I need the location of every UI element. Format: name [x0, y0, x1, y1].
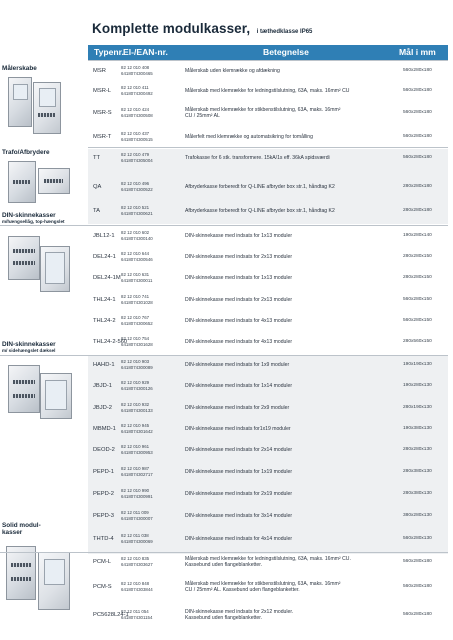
- type-number: DEOD-2: [93, 447, 115, 453]
- el-ean-number: [121, 444, 153, 455]
- description-line: DIN-skinnekasse med indsats for 4x13 moduler: [185, 318, 293, 324]
- description: [185, 362, 289, 368]
- ean-number: 6418074301628: [121, 341, 153, 347]
- type-number: MSR: [93, 68, 106, 74]
- page-title: [92, 20, 312, 38]
- dimensions: 560x280x150: [403, 297, 432, 302]
- table-row: [88, 62, 448, 82]
- el-number: 82 12 010 741: [121, 294, 150, 299]
- type-number: JBJD-1: [93, 383, 113, 389]
- table-row: [88, 356, 448, 377]
- section-label-maalerskabe: Målerskabe: [2, 65, 37, 72]
- table-row: [88, 82, 448, 104]
- el-ean-number: [121, 205, 153, 216]
- ean-number: 6418074300133: [121, 407, 153, 413]
- el-ean-number: [121, 556, 153, 567]
- section-divider: [0, 552, 448, 553]
- type-number: QA: [93, 184, 102, 190]
- dimensions: 560x280x180: [403, 110, 432, 115]
- page-title-subtitle: i tæthedklasse IP65: [256, 29, 313, 35]
- description: [185, 233, 292, 239]
- ean-number: 6418074300621: [121, 210, 153, 216]
- table-row: [88, 291, 448, 312]
- description: [185, 469, 292, 475]
- el-ean-number: [121, 230, 153, 241]
- description-line: DIN-skinnekasse med indsats for 2x13 moduler: [185, 297, 293, 303]
- el-ean-number: [121, 423, 153, 434]
- description: [185, 208, 335, 214]
- ean-number: 6418074300069: [121, 538, 153, 544]
- table-row: [88, 333, 448, 355]
- table-row: [88, 553, 448, 578]
- section-divider: [88, 147, 448, 148]
- description: [185, 426, 291, 432]
- description: [185, 155, 330, 161]
- el-ean-number: [121, 402, 153, 413]
- el-ean-number: [121, 251, 153, 262]
- description-line: DIN-skinnekasse med indsats for 2x12 moduler.: [185, 609, 294, 615]
- description-line: DIN-skinnekasse med indsats for 1x9 moduler: [185, 362, 290, 368]
- type-number: THL24-2: [93, 318, 116, 324]
- table-row: [88, 227, 448, 248]
- el-number: 82 12 010 754: [121, 336, 150, 341]
- description: [185, 184, 335, 190]
- section-label-trafo: Trafo/Afbrydere: [2, 149, 50, 156]
- description: [185, 513, 292, 519]
- table-row: [88, 149, 448, 178]
- type-number: PCM-L: [93, 559, 112, 565]
- description-line: DIN-skinnekasse med indsats for 1x19 moduler: [185, 469, 293, 475]
- description: [185, 491, 292, 497]
- description-line: Målerskab uden klemrække og afdækning: [185, 68, 280, 74]
- description-line: DIN-skinnekasse med indsats for 2x19 moduler: [185, 491, 293, 497]
- ean-number: 6418074303627: [121, 561, 153, 567]
- dimensions: 560x280x180: [403, 559, 432, 564]
- type-number: JBL12-1: [93, 233, 115, 239]
- el-number: 82 12 010 631: [121, 272, 150, 277]
- el-ean-number: [121, 131, 153, 142]
- page-title-main: Komplette modulkasser,: [92, 21, 251, 36]
- el-number: 82 12 010 835: [121, 556, 150, 561]
- ean-number: 6418074300007: [121, 515, 153, 521]
- type-number: MBMD-1: [93, 426, 116, 432]
- type-number: THL24-2-560: [93, 339, 128, 345]
- section-divider: [88, 60, 448, 61]
- description-line: Målerskab med klemrække for stikbenstilslutning, 63A, maks. 16mm²: [185, 581, 341, 587]
- description-line: Afbryderkasse forberedt for Q-LINE afbryder box str.1, håndtag K2: [185, 184, 335, 190]
- dimensions: 280x380x130: [403, 491, 432, 496]
- description: [185, 536, 292, 542]
- section-divider: [0, 225, 448, 226]
- table-row: [88, 485, 448, 507]
- din-side-image-1: [8, 365, 40, 413]
- ean-number: 6418074300953: [121, 449, 153, 455]
- description: [185, 107, 340, 119]
- din-box-image-2: [40, 246, 70, 292]
- el-ean-number: [121, 272, 152, 283]
- din-box-image-1: [8, 236, 40, 280]
- ean-number: 6418074300089: [121, 364, 153, 370]
- description-line: DIN-skinnekasse med indsats for 2x13 moduler: [185, 254, 293, 260]
- description-line: DIN-skinnekasse med indsats for 1x13 moduler: [185, 275, 293, 281]
- header-typenr: Typenr.: [94, 47, 124, 57]
- el-number: 82 12 010 767: [121, 315, 150, 320]
- type-number: MSR-S: [93, 110, 112, 116]
- el-number: 82 12 010 408: [121, 65, 150, 70]
- el-ean-number: [121, 510, 153, 521]
- solid-box-image-1: [6, 546, 36, 600]
- dimensions: 280x280x150: [403, 254, 432, 259]
- description-line: DIN-skinnekasse med indsats for 1x14 moduler: [185, 383, 293, 389]
- header-ean: El-/EAN-nr.: [123, 47, 168, 57]
- dimensions: 190x280x130: [403, 383, 432, 388]
- dimensions: 560x280x180: [403, 155, 432, 160]
- el-number: 82 12 010 903: [121, 359, 150, 364]
- ean-number: 6418074305004: [121, 157, 153, 163]
- el-number: 82 12 011 038: [121, 533, 149, 538]
- el-number: 82 12 010 848: [121, 581, 150, 586]
- type-number: DEL24-1M: [93, 275, 121, 281]
- type-number: MSR-T: [93, 134, 112, 140]
- dimensions: 190x280x140: [403, 233, 432, 238]
- type-number: PEPD-3: [93, 513, 114, 519]
- description: [185, 447, 292, 453]
- el-ean-number: [121, 466, 153, 477]
- dimensions: 190x190x130: [403, 362, 432, 367]
- table-row: [88, 606, 448, 630]
- description-line: Afbryderkasse forberedt for Q-LINE afbryder box str.1, håndtag K2: [185, 208, 335, 214]
- description-line: DIN-skinnekasse med indsats for 2x9 moduler: [185, 405, 290, 411]
- el-ean-number: [121, 181, 153, 192]
- description: [185, 297, 292, 303]
- description: [185, 68, 280, 74]
- table-row: [88, 507, 448, 530]
- type-number: JBJD-2: [93, 405, 113, 411]
- table-row: [88, 269, 448, 291]
- ean-number: 6418074300465: [121, 70, 153, 76]
- ean-number: 6418074302717: [121, 471, 153, 477]
- description-line: DIN-skinnekasse med indsats for 1x13 moduler: [185, 233, 293, 239]
- dimensions: 560x280x180: [403, 68, 432, 73]
- table-row: [88, 312, 448, 333]
- el-ean-number: [121, 315, 153, 326]
- table-row: [88, 399, 448, 420]
- description-line: Kassebund uden flangeblanketter.: [185, 615, 263, 622]
- el-number: 82 12 010 437: [121, 131, 150, 136]
- ean-number: 6418074303844: [121, 586, 153, 592]
- type-number: TA: [93, 208, 100, 214]
- el-ean-number: [121, 533, 153, 544]
- dimensions: 280x280x180: [403, 208, 432, 213]
- dimensions: 560x280x180: [403, 88, 432, 93]
- description: [185, 275, 292, 281]
- el-number: 82 12 010 961: [121, 444, 150, 449]
- type-number: THL24-1: [93, 297, 116, 303]
- dimensions: 190x380x130: [403, 426, 432, 431]
- description: [185, 556, 351, 568]
- el-ean-number: [121, 609, 152, 620]
- section-label-solid: Solid modul-kasser: [2, 522, 41, 537]
- type-number: PEPD-2: [93, 491, 114, 497]
- el-number: 82 12 010 987: [121, 466, 150, 471]
- dimensions: 280x280x130: [403, 447, 432, 452]
- ean-number: 6418074300011: [121, 277, 153, 283]
- meter-cabinet-image-2: [33, 82, 61, 134]
- el-ean-number: [121, 336, 153, 347]
- ean-number: 6418074300546: [121, 256, 153, 262]
- dimensions: 560x280x130: [403, 536, 432, 541]
- ean-number: 6418074301642: [121, 428, 153, 434]
- ean-number: 6418074300652: [121, 320, 153, 326]
- el-number: 82 12 010 424: [121, 107, 150, 112]
- el-ean-number: [121, 65, 153, 76]
- table-row: [88, 578, 448, 606]
- el-ean-number: [121, 488, 153, 499]
- type-number: HAHD-1: [93, 362, 115, 368]
- el-number: 82 12 010 990: [121, 488, 150, 493]
- section-label-din-side: DIN-skinnekasser m/ sidehængslet dæksel: [2, 341, 56, 354]
- ean-number: 6418074300126: [121, 385, 153, 391]
- table-row: [88, 178, 448, 202]
- header-maal: Mål i mm: [399, 47, 436, 57]
- description-line: DIN-skinnekasse med indsats for 4x13 moduler: [185, 339, 293, 345]
- din-side-image-2: [40, 373, 72, 419]
- el-number: 82 12 010 479: [121, 152, 150, 157]
- table-row: [88, 463, 448, 485]
- ean-number: 6418074301154: [121, 614, 153, 620]
- ean-number: 6418074301028: [121, 299, 153, 305]
- el-ean-number: [121, 294, 153, 305]
- description-line: Trafokasse for 6 stk. transformere. 15kA/1s eff. 36kA spidsværdi: [185, 155, 330, 161]
- description: [185, 318, 292, 324]
- el-number: 82 12 011 009: [121, 510, 149, 515]
- description-line: DIN-skinnekasse med indsats for 4x14 moduler: [185, 536, 293, 542]
- el-ean-number: [121, 85, 153, 96]
- type-number: DEL24-1: [93, 254, 116, 260]
- table-row: [88, 202, 448, 224]
- table-row: [88, 377, 448, 399]
- description: [185, 405, 289, 411]
- table-row: [88, 104, 448, 128]
- header-betegnelse: Betegnelse: [263, 47, 309, 57]
- el-number: 82 12 010 602: [121, 230, 150, 235]
- el-ean-number: [121, 581, 153, 592]
- description-line: CU / 25mm² AL: [185, 113, 220, 120]
- ean-number: 6418074300492: [121, 90, 153, 96]
- dimensions: 560x280x150: [403, 318, 432, 323]
- description: [185, 609, 293, 621]
- description: [185, 134, 313, 140]
- type-number: PEPD-1: [93, 469, 114, 475]
- description-line: DIN-skinnekasse med indsats for 2x14 moduler: [185, 447, 293, 453]
- section-divider: [0, 355, 448, 356]
- dimensions: 560x280x180: [403, 134, 432, 139]
- ean-number: 6418074300515: [121, 136, 153, 142]
- el-ean-number: [121, 380, 153, 391]
- el-ean-number: [121, 152, 153, 163]
- el-number: 82 12 010 644: [121, 251, 150, 256]
- ean-number: 6418074300991: [121, 493, 153, 499]
- dimensions: 560x280x180: [403, 612, 432, 617]
- el-number: 82 12 011 054: [121, 609, 149, 614]
- description-line: Målerskab med klemrække for stikbenstilslutning, 63A, maks. 16mm²: [185, 107, 341, 113]
- el-number: 82 12 010 411: [121, 85, 149, 90]
- description-line: Kassebund uden flangeblanketter.: [185, 562, 263, 569]
- el-ean-number: [121, 359, 153, 370]
- table-row: [88, 530, 448, 554]
- description-line: CU / 25mm² AL. Kassebund uden flangeblanketter.: [185, 587, 300, 594]
- description: [185, 339, 292, 345]
- description: [185, 88, 349, 94]
- description-line: Målerfelt med klemrække og automatsikring for tomålling: [185, 134, 313, 140]
- description-line: DIN-skinnekasse med indsats for 3x14 moduler: [185, 513, 293, 519]
- dimensions: 280x280x180: [403, 184, 432, 189]
- description-line: Målerskab med klemrække for ledningstilslutning, 63A, maks. 16mm² CU: [185, 88, 350, 94]
- dimensions: 280x280x150: [403, 275, 432, 280]
- type-number: TT: [93, 155, 101, 161]
- type-number: MSR-L: [93, 88, 112, 94]
- table-row: [88, 441, 448, 463]
- table-header: [88, 45, 448, 60]
- type-number: PC5628L24-1: [93, 612, 129, 618]
- solid-box-image-2: [38, 552, 70, 610]
- table-row: [88, 248, 448, 269]
- description: [185, 581, 340, 593]
- dimensions: 380x280x130: [403, 513, 432, 518]
- el-number: 82 12 010 932: [121, 402, 150, 407]
- ean-number: 6418074300508: [121, 112, 153, 118]
- dimensions: 280x560x150: [403, 339, 432, 344]
- type-number: THTD-4: [93, 536, 114, 542]
- el-number: 82 12 010 945: [121, 423, 150, 428]
- trafo-image-2: [38, 168, 70, 194]
- dimensions: 280x190x130: [403, 405, 432, 410]
- dimensions: 280x380x130: [403, 469, 432, 474]
- dimensions: 560x280x180: [403, 584, 432, 589]
- el-number: 82 12 010 496: [121, 181, 150, 186]
- description: [185, 383, 292, 389]
- meter-cabinet-image-1: [8, 77, 32, 127]
- table-row: [88, 420, 448, 441]
- type-number: PCM-S: [93, 584, 112, 590]
- description: [185, 254, 292, 260]
- el-ean-number: [121, 107, 153, 118]
- ean-number: 6418074300522: [121, 186, 153, 192]
- el-number: 82 12 010 521: [121, 205, 150, 210]
- description-line: DIN-skinnekasse med indsats for1x19 moduler: [185, 426, 291, 432]
- el-number: 82 12 010 929: [121, 380, 150, 385]
- trafo-image-1: [8, 161, 36, 203]
- description-line: Målerskab med klemrække for ledningstilslutning, 63A, maks. 16mm² CU.: [185, 556, 351, 562]
- ean-number: 6418074300140: [121, 235, 153, 241]
- section-label-din-top: DIN-skinnekasser m/hængsellåg, top-hængslet: [2, 212, 65, 225]
